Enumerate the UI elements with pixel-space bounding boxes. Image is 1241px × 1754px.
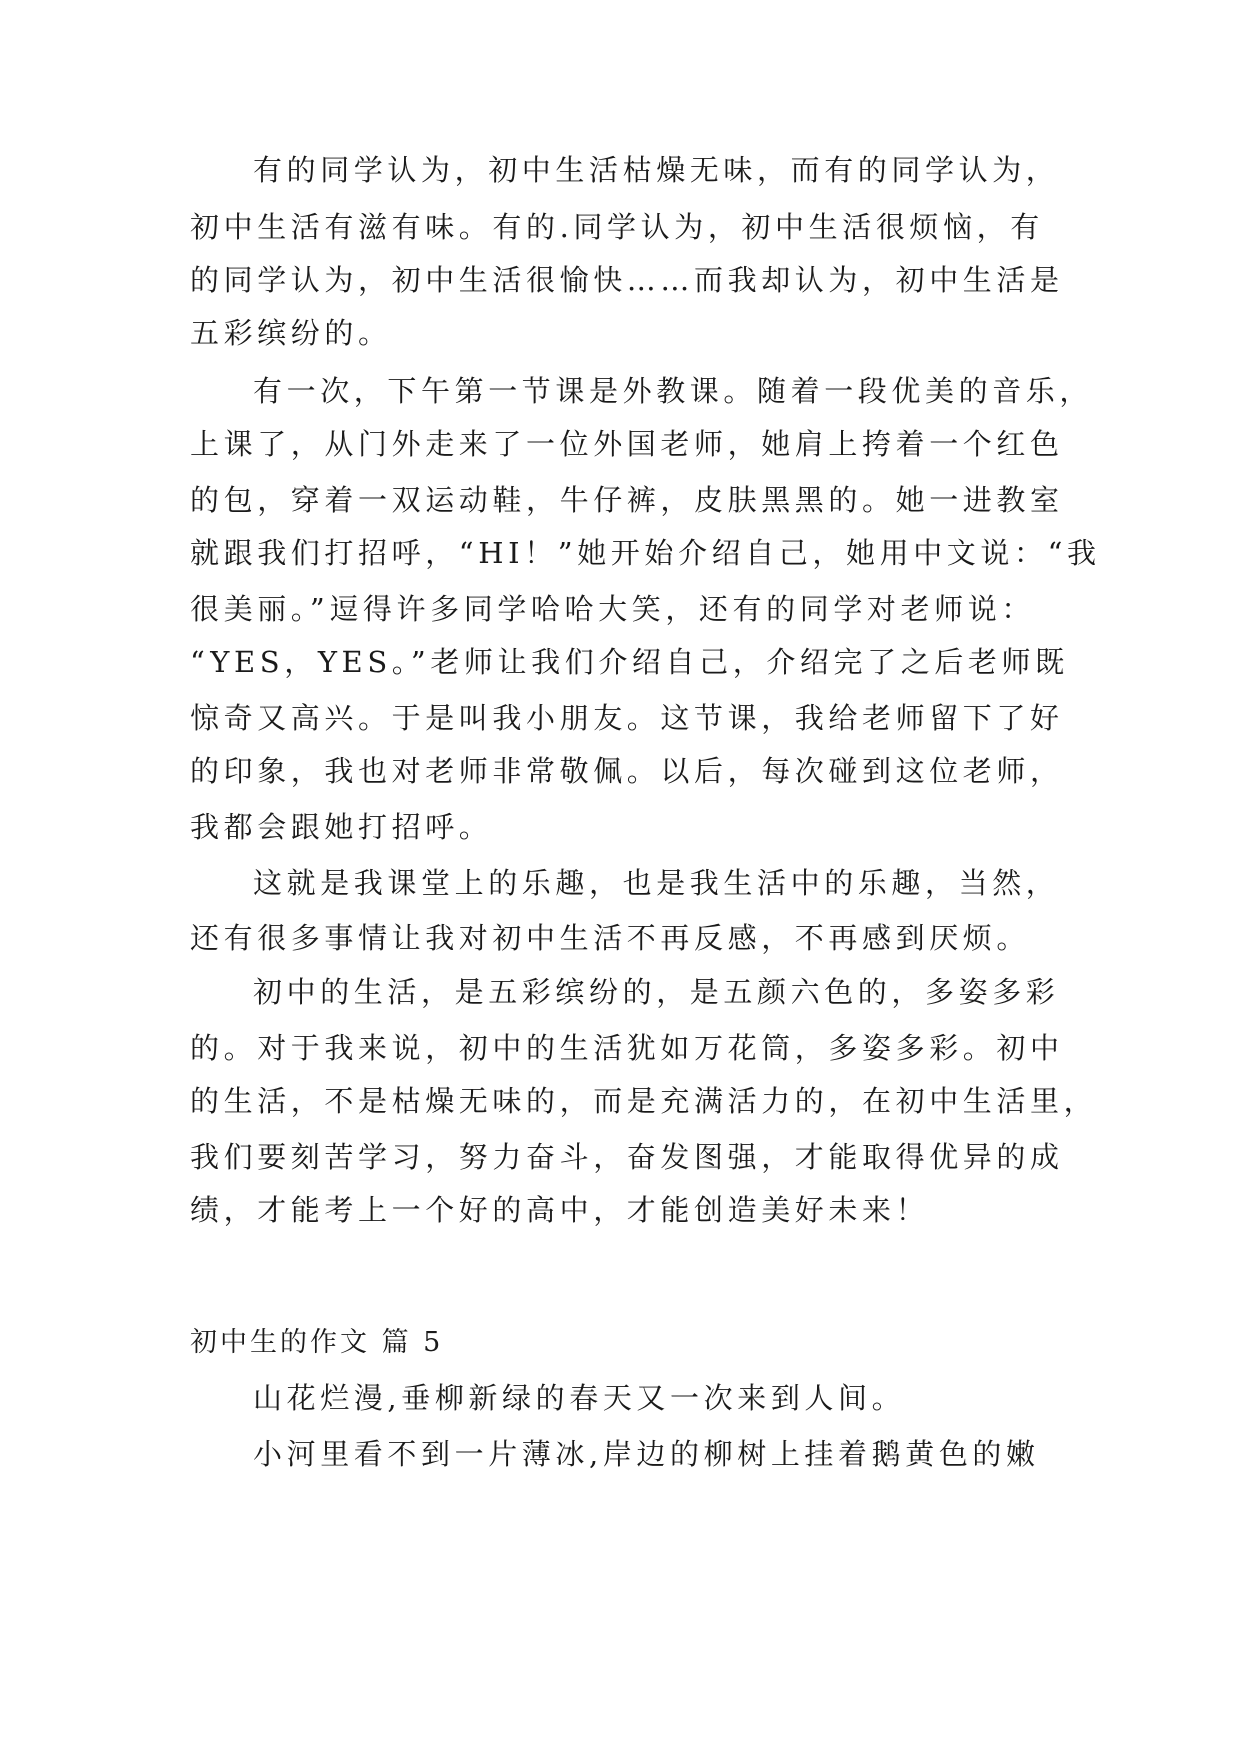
text-line: 上课了，从门外走来了一位外国老师，她肩上挎着一个红色: [190, 427, 1064, 461]
text-line: 的生活，不是枯燥无味的，而是充满活力的，在初中生活里，: [190, 1084, 1098, 1118]
text-line: 我都会跟她打招呼。: [190, 810, 493, 844]
text-line: 很美丽。”逗得许多同学哈哈大笑，还有的同学对老师说：: [190, 592, 1035, 626]
section-heading: 初中生的作文 篇 5: [190, 1327, 444, 1358]
text-line: 这就是我课堂上的乐趣，也是我生活中的乐趣，当然，: [253, 866, 1060, 900]
text-line: 有一次，下午第一节课是外教课。随着一段优美的音乐，: [253, 374, 1094, 408]
text-line: 的同学认为，初中生活很愉快……而我却认为，初中生活是: [190, 263, 1064, 297]
text-line: 有的同学认为，初中生活枯燥无味，而有的同学认为，: [253, 153, 1060, 187]
text-line: 绩，才能考上一个好的高中，才能创造美好未来！: [190, 1193, 930, 1227]
text-line: 小河里看不到一片薄冰,岸边的柳树上挂着鹅黄色的嫩: [253, 1437, 1040, 1471]
text-line: 的。对于我来说，初中的生活犹如万花筒，多姿多彩。初中: [190, 1031, 1064, 1065]
text-line: 的印象，我也对老师非常敬佩。以后，每次碰到这位老师，: [190, 754, 1064, 788]
text-line: 山花烂漫,垂柳新绿的春天又一次来到人间。: [253, 1381, 906, 1415]
text-line: 的包，穿着一双运动鞋，牛仔裤，皮肤黑黑的。她一进教室: [190, 483, 1064, 517]
text-line: 还有很多事情让我对初中生活不再反感，不再感到厌烦。: [190, 921, 1031, 955]
text-line: “YES，YES。”老师让我们介绍自己，介绍完了之后老师既: [190, 645, 1069, 679]
text-line: 五彩缤纷的。: [190, 316, 392, 350]
text-line: 初中的生活，是五彩缤纷的，是五颜六色的，多姿多彩: [253, 975, 1060, 1009]
text-line: 初中生活有滋有味。有的.同学认为，初中生活很烦恼，有: [190, 210, 1044, 244]
text-line: 我们要刻苦学习，努力奋斗，奋发图强，才能取得优异的成: [190, 1140, 1064, 1174]
text-line: 就跟我们打招呼，“HI！”她开始介绍自己，她用中文说：“我: [190, 536, 1101, 570]
text-line: 惊奇又高兴。于是叫我小朋友。这节课，我给老师留下了好: [190, 701, 1064, 735]
